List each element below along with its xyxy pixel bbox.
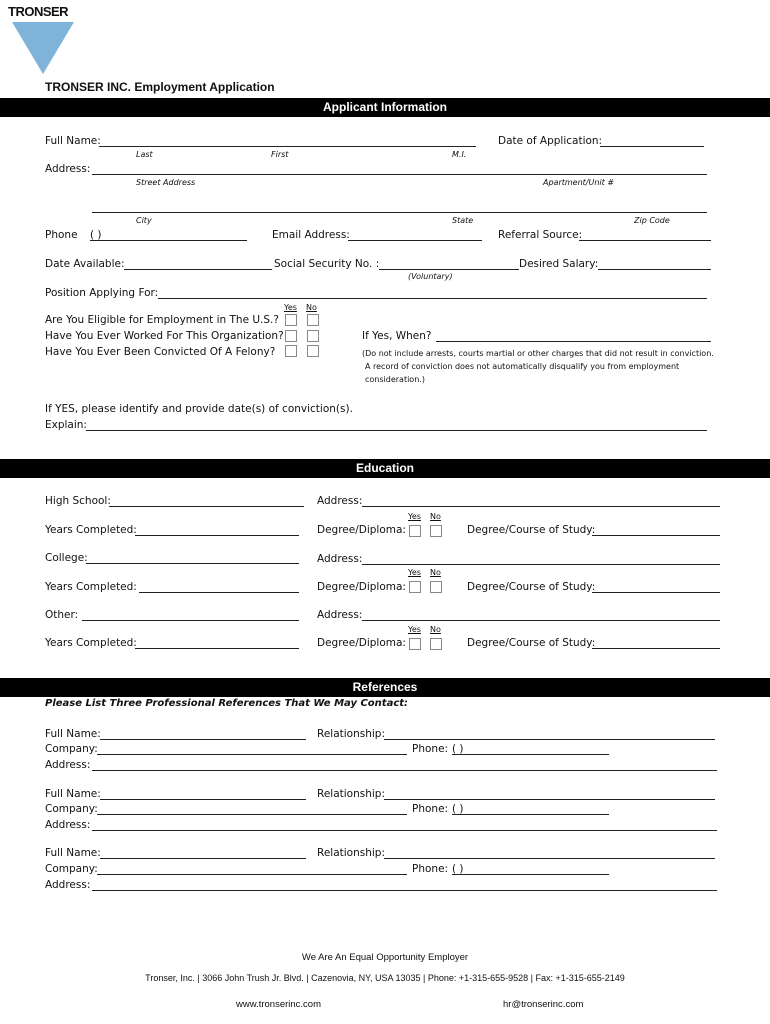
if-yes-identify-label: If YES, please identify and provide date(s) of conviction(s). — [45, 403, 353, 415]
other-address-field[interactable] — [362, 620, 720, 621]
ref2-phone-label: Phone: — [412, 803, 449, 815]
eeo-statement: We Are An Equal Opportunity Employer — [301, 952, 469, 963]
website-link[interactable]: www.tronserinc.com — [236, 999, 321, 1010]
section-header-applicant: Applicant Information — [0, 98, 770, 117]
ref3-address-label: Address: — [45, 879, 91, 891]
date-available-label: Date Available: — [45, 258, 125, 270]
college-yes-header: Yes — [408, 568, 421, 577]
hs-degree-label: Degree/Diploma: — [317, 524, 406, 536]
ref1-address-field[interactable] — [92, 770, 717, 771]
conviction-note-2: A record of conviction does not automatically disqualify you from employment — [365, 362, 680, 371]
full-name-field[interactable] — [99, 146, 476, 147]
if-yes-when-label: If Yes, When? — [362, 330, 432, 342]
company-contact-line: Tronser, Inc. | 3066 John Trush Jr. Blvd. | Cazenovia, NY, USA 13035 | Phone: +1-315-655-9528 | Fax: +1-315-655-2149 — [145, 973, 625, 983]
ref1-company-field[interactable] — [97, 754, 407, 755]
other-course-field[interactable] — [592, 648, 720, 649]
ref3-full-name-field[interactable] — [100, 858, 306, 859]
ref1-phone-label: Phone: — [412, 743, 449, 755]
city-sublabel: City — [136, 216, 152, 225]
if-yes-when-field[interactable] — [436, 341, 711, 342]
ref2-address-field[interactable] — [92, 830, 717, 831]
q-worked-label: Have You Ever Worked For This Organization? — [45, 330, 284, 342]
hs-no-header: No — [430, 512, 441, 521]
ref1-phone-paren: ( ) — [452, 743, 464, 755]
phone-field[interactable] — [90, 240, 247, 241]
ref3-phone-field[interactable] — [452, 874, 609, 875]
college-degree-yes-checkbox[interactable] — [409, 581, 421, 593]
ref1-company-label: Company: — [45, 743, 98, 755]
q-eligible-label: Are You Eligible for Employment in The U.S.? — [45, 314, 279, 326]
other-degree-no-checkbox[interactable] — [430, 638, 442, 650]
ref2-relationship-label: Relationship: — [317, 788, 385, 800]
college-degree-no-checkbox[interactable] — [430, 581, 442, 593]
ref2-relationship-field[interactable] — [384, 799, 715, 800]
logo-triangle-icon — [12, 22, 76, 78]
last-sublabel: Last — [136, 150, 153, 159]
other-course-label: Degree/Course of Study: — [467, 637, 596, 649]
date-of-application-field[interactable] — [600, 146, 704, 147]
ref3-company-label: Company: — [45, 863, 98, 875]
hs-years-field[interactable] — [135, 535, 299, 536]
date-available-field[interactable] — [124, 269, 272, 270]
q-eligible-no-checkbox[interactable] — [307, 314, 319, 326]
ref3-relationship-field[interactable] — [384, 858, 715, 859]
desired-salary-label: Desired Salary: — [519, 258, 599, 270]
yes-header: Yes — [284, 303, 297, 312]
ref1-address-label: Address: — [45, 759, 91, 771]
phone-paren: ( ) — [90, 229, 102, 241]
mi-sublabel: M.I. — [452, 150, 467, 159]
conviction-note-3: consideration.) — [365, 375, 425, 384]
referral-source-label: Referral Source: — [498, 229, 583, 241]
voluntary-note: (Voluntary) — [408, 272, 453, 281]
email-link[interactable]: hr@tronserinc.com — [503, 999, 584, 1010]
other-field[interactable] — [82, 620, 299, 621]
ref2-full-name-label: Full Name: — [45, 788, 101, 800]
ref1-relationship-field[interactable] — [384, 739, 715, 740]
q-convicted-no-checkbox[interactable] — [307, 345, 319, 357]
other-no-header: No — [430, 625, 441, 634]
form-title: TRONSER INC. Employment Application — [45, 80, 275, 94]
ref1-full-name-field[interactable] — [100, 739, 306, 740]
hs-degree-no-checkbox[interactable] — [430, 525, 442, 537]
position-applying-field[interactable] — [158, 298, 707, 299]
ref2-company-label: Company: — [45, 803, 98, 815]
email-address-label: Email Address: — [272, 229, 350, 241]
desired-salary-field[interactable] — [598, 269, 711, 270]
company-logo — [8, 4, 68, 19]
first-sublabel: First — [271, 150, 289, 159]
referral-source-field[interactable] — [579, 240, 711, 241]
section-header-education: Education — [0, 459, 770, 478]
references-instruction: Please List Three Professional References That We May Contact: — [45, 698, 409, 709]
other-years-label: Years Completed: — [45, 637, 137, 649]
college-field[interactable] — [86, 563, 299, 564]
college-address-label: Address: — [317, 553, 363, 565]
hs-degree-yes-checkbox[interactable] — [409, 525, 421, 537]
ref3-relationship-label: Relationship: — [317, 847, 385, 859]
hs-course-label: Degree/Course of Study: — [467, 524, 596, 536]
no-header: No — [306, 303, 317, 312]
conviction-note-1: (Do not include arrests, courts martial or other charges that did not result in conviction. — [362, 349, 714, 358]
ref1-phone-field[interactable] — [452, 754, 609, 755]
ssn-label: Social Security No. : — [274, 258, 380, 270]
college-label: College: — [45, 552, 88, 564]
college-years-field[interactable] — [139, 592, 299, 593]
hs-years-label: Years Completed: — [45, 524, 137, 536]
other-label: Other: — [45, 609, 79, 621]
ref1-full-name-label: Full Name: — [45, 728, 101, 740]
position-applying-label: Position Applying For: — [45, 287, 159, 299]
college-no-header: No — [430, 568, 441, 577]
explain-field[interactable] — [86, 430, 707, 431]
hs-yes-header: Yes — [408, 512, 421, 521]
q-worked-no-checkbox[interactable] — [307, 330, 319, 342]
email-address-field[interactable] — [348, 240, 482, 241]
phone-label: Phone — [45, 229, 78, 241]
q-convicted-yes-checkbox[interactable] — [285, 345, 297, 357]
ref2-phone-field[interactable] — [452, 814, 609, 815]
full-name-label: Full Name: — [45, 135, 101, 147]
q-eligible-yes-checkbox[interactable] — [285, 314, 297, 326]
city-state-zip-field[interactable] — [92, 212, 707, 213]
ref3-phone-label: Phone: — [412, 863, 449, 875]
college-years-label: Years Completed: — [45, 581, 137, 593]
hs-address-field[interactable] — [362, 506, 720, 507]
date-of-application-label: Date of Application: — [498, 135, 603, 147]
q-worked-yes-checkbox[interactable] — [285, 330, 297, 342]
hs-address-label: Address: — [317, 495, 363, 507]
street-address-sublabel: Street Address — [136, 178, 196, 187]
q-convicted-label: Have You Ever Been Convicted Of A Felony? — [45, 346, 276, 358]
high-school-label: High School: — [45, 495, 111, 507]
logo-text: TRONSER — [8, 4, 69, 19]
ref1-relationship-label: Relationship: — [317, 728, 385, 740]
hs-course-field[interactable] — [592, 535, 720, 536]
ref2-phone-paren: ( ) — [452, 803, 464, 815]
ref3-full-name-label: Full Name: — [45, 847, 101, 859]
other-yes-header: Yes — [408, 625, 421, 634]
address-field[interactable] — [92, 174, 707, 175]
other-address-label: Address: — [317, 609, 363, 621]
other-years-field[interactable] — [135, 648, 299, 649]
college-course-field[interactable] — [592, 592, 720, 593]
ssn-field[interactable] — [379, 269, 519, 270]
address-label: Address: — [45, 163, 91, 175]
college-address-field[interactable] — [362, 564, 720, 565]
ref3-phone-paren: ( ) — [452, 863, 464, 875]
ref3-company-field[interactable] — [97, 874, 407, 875]
zip-code-sublabel: Zip Code — [634, 216, 670, 225]
college-degree-label: Degree/Diploma: — [317, 581, 406, 593]
explain-label: Explain: — [45, 419, 87, 431]
other-degree-yes-checkbox[interactable] — [409, 638, 421, 650]
ref2-full-name-field[interactable] — [100, 799, 306, 800]
ref2-address-label: Address: — [45, 819, 91, 831]
ref3-address-field[interactable] — [92, 890, 717, 891]
college-course-label: Degree/Course of Study: — [467, 581, 596, 593]
state-sublabel: State — [452, 216, 474, 225]
other-degree-label: Degree/Diploma: — [317, 637, 406, 649]
ref2-company-field[interactable] — [97, 814, 407, 815]
apartment-unit-sublabel: Apartment/Unit # — [543, 178, 615, 187]
high-school-field[interactable] — [109, 506, 304, 507]
section-header-references: References — [0, 678, 770, 697]
